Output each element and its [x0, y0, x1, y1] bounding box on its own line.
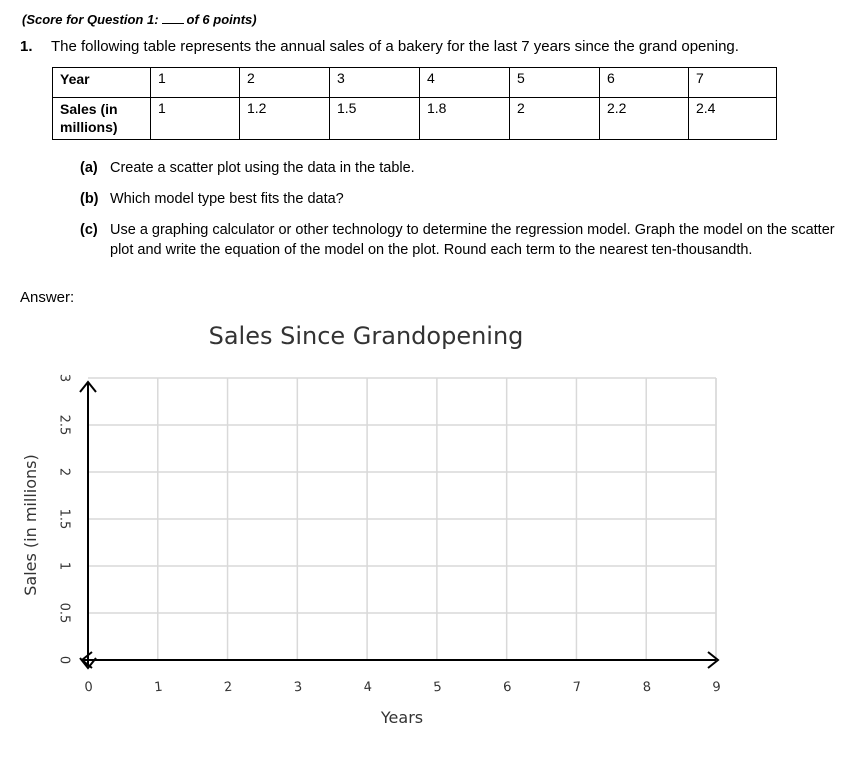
table-row-sales — [53, 98, 777, 140]
y-tick-label: 0 — [56, 655, 72, 665]
year-cell: 1 — [151, 68, 240, 98]
x-tick-labels — [84, 680, 722, 696]
year-cell: 6 — [600, 68, 689, 98]
chart-grid — [88, 378, 716, 660]
y-tick-label: 3 — [56, 373, 72, 383]
sales-cell: 1.8 — [420, 98, 510, 140]
year-cell: 3 — [330, 68, 420, 98]
part-label: (b) — [80, 191, 99, 207]
year-header: Year — [53, 68, 151, 98]
answer-label: Answer: — [20, 289, 75, 306]
y-tick-label: 1.5 — [56, 508, 72, 530]
x-tick-label: 7 — [572, 679, 582, 696]
score-blank[interactable] — [162, 12, 184, 24]
sales-table — [52, 67, 777, 140]
sales-cell: 1.2 — [240, 98, 330, 140]
x-tick-label: 0 — [83, 679, 94, 696]
y-tick-labels — [57, 374, 72, 664]
year-cell: 2 — [240, 68, 330, 98]
question-text: The following table represents the annual sales of a bakery for the last 7 years since the grand opening. — [51, 38, 739, 55]
x-axis-label: Years — [380, 708, 424, 727]
score-suffix: of 6 points) — [186, 12, 257, 27]
table-row-year — [53, 68, 777, 98]
part-text: Create a scatter plot using the data in the table. — [110, 160, 415, 176]
sales-header: Sales (in millions) — [53, 98, 151, 140]
score-prefix: (Score for Question 1: — [22, 12, 159, 27]
chart-title: Sales Since Grandopening — [208, 322, 524, 350]
x-tick-label: 1 — [153, 679, 164, 696]
part-label: (c) — [80, 222, 98, 238]
sales-cell: 2 — [510, 98, 600, 140]
x-tick-label: 3 — [293, 679, 303, 696]
sales-cell: 1 — [151, 98, 240, 140]
part-text: Use a graphing calculator or other technology to determine the regression model. Graph the model on the scatter plot and write the equation of the model on the plot. Round each term to the nearest ten-thousandth. — [110, 222, 835, 258]
part-label: (a) — [80, 160, 98, 176]
question-parts — [80, 158, 845, 271]
x-tick-label: 8 — [642, 679, 652, 696]
y-tick-label: 1 — [56, 561, 72, 571]
sales-cell: 2.4 — [689, 98, 777, 140]
year-cell: 4 — [420, 68, 510, 98]
x-tick-label: 2 — [223, 679, 234, 696]
year-cell: 5 — [510, 68, 600, 98]
question-number: 1. — [20, 38, 33, 55]
part-b — [80, 189, 845, 209]
x-tick-label: 4 — [363, 679, 373, 696]
year-cell: 7 — [689, 68, 777, 98]
x-tick-label: 6 — [502, 679, 513, 696]
scatter-plot-chart[interactable] — [0, 310, 861, 783]
x-tick-label: 9 — [711, 679, 722, 696]
y-tick-label: 0.5 — [56, 602, 72, 624]
score-line — [22, 12, 257, 27]
y-tick-label: 2 — [56, 467, 72, 477]
y-tick-label: 2.5 — [56, 414, 72, 436]
sales-cell: 1.5 — [330, 98, 420, 140]
part-a — [80, 158, 845, 178]
part-text: Which model type best fits the data? — [110, 191, 344, 207]
sales-cell: 2.2 — [600, 98, 689, 140]
x-tick-label: 5 — [432, 679, 443, 696]
part-c — [80, 220, 845, 260]
y-axis-label: Sales (in millions) — [21, 454, 40, 596]
